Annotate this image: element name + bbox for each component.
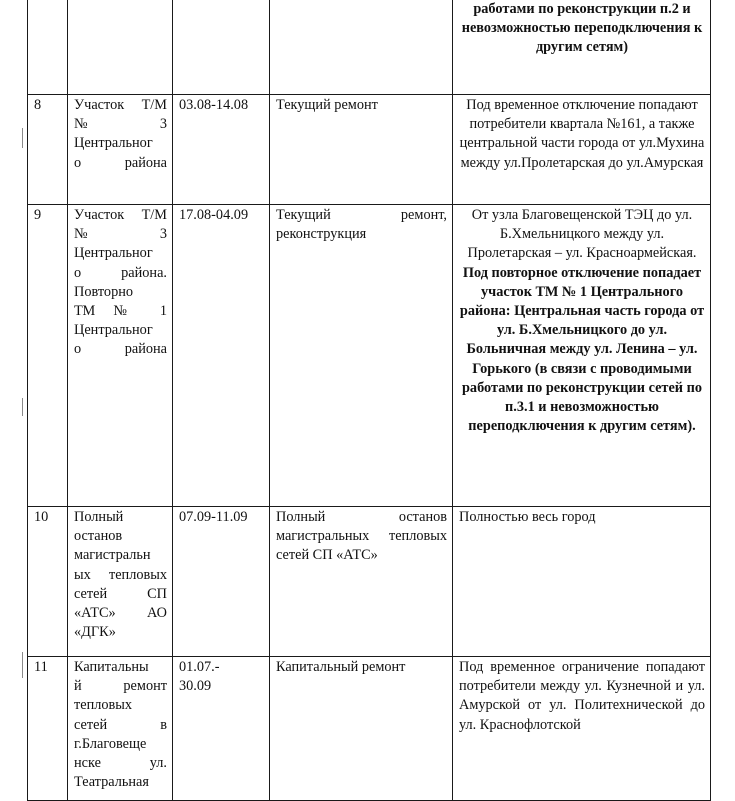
object-line: ТМ № 1 (74, 303, 167, 320)
bold-text-segment: Под повторное отключение попадает участок ТМ № 1 Центрального района: Центральная часть города от ул. Б.Хмельницкого до ул. Больничная между ул. Ленина – ул. Горького (в связи с проводимыми работами по реконструкции сетей по п.3.1 и невозможностью переподключения к другим сетям). (459, 264, 705, 435)
table-body (28, 0, 711, 801)
text-segment: Полностью весь город (459, 509, 596, 525)
table-row (28, 95, 711, 205)
table-row (28, 507, 711, 657)
object-cell (68, 95, 173, 205)
affected-area-text (459, 96, 705, 173)
work-type-cell: Текущий ремонт (270, 95, 453, 205)
object-cell (68, 205, 173, 507)
bold-text-segment: работами по реконструкции п.2 и невозможностью переподключения к другим сетям) (461, 1, 703, 56)
table-row (28, 205, 711, 507)
row-number-cell: 8 (28, 95, 68, 205)
object-line: Театральная (74, 774, 149, 791)
affected-area-text (459, 206, 705, 436)
table-row (28, 0, 711, 95)
object-line: Капитальны (74, 659, 149, 675)
object-line: сетей СП (74, 585, 167, 602)
text-segment: Под временное ограничение попадают потребители между ул. Кузнечной и ул. Амурской от ул. Политехнической до ул. Краснофлотской (459, 659, 705, 733)
object-line: г.Благовеще (74, 735, 147, 752)
object-line: № 3 (74, 226, 167, 243)
text-segment: Под временное отключение попадают потребители квартала №161, а также центральной части города от ул.Мухина между ул.Пролетарская до ул.Амурская (459, 97, 705, 171)
affected-area-cell (453, 95, 711, 205)
object-line: Центральног (74, 135, 153, 152)
repair-schedule-table (27, 0, 711, 801)
affected-area-text (459, 0, 705, 58)
left-margin-mark (22, 398, 23, 416)
row-number-cell: 9 (28, 205, 68, 507)
object-line: останов (74, 528, 123, 545)
dates-cell (173, 0, 270, 95)
row-number-cell: 10 (28, 507, 68, 657)
dates-cell: 17.08-04.09 (173, 205, 270, 507)
affected-area-cell (453, 507, 711, 657)
object-line: Центральног (74, 245, 153, 262)
row-number-cell (28, 0, 68, 95)
left-margin-mark (22, 652, 23, 678)
object-line: о района (74, 154, 167, 171)
affected-area-cell (453, 205, 711, 507)
work-type-cell: Текущий ремонт, реконструкция (270, 205, 453, 507)
work-type-cell (270, 0, 453, 95)
object-line: ых тепловых (74, 566, 167, 583)
object-line: Участок Т/М (74, 97, 167, 113)
object-cell (68, 0, 173, 95)
affected-area-cell (453, 0, 711, 95)
object-line: «АТС» АО (74, 605, 167, 622)
affected-area-cell (453, 657, 711, 801)
object-cell (68, 507, 173, 657)
object-line: о района (74, 341, 167, 358)
work-type-cell: Капитальный ремонт (270, 657, 453, 801)
object-line: тепловых (74, 697, 133, 714)
left-margin-mark (22, 128, 23, 148)
row-number-cell: 11 (28, 657, 68, 801)
dates-cell: 03.08-14.08 (173, 95, 270, 205)
object-line: Полный (74, 509, 124, 525)
object-line: й ремонт (74, 678, 167, 695)
work-type-cell: Полный останов магистральных тепловых сетей СП «АТС» (270, 507, 453, 657)
text-segment: От узла Благовещенской ТЭЦ до ул. Б.Хмельницкого между ул. Пролетарская – ул. Красноармейская. (467, 207, 697, 262)
object-line: сетей в (74, 716, 167, 733)
dates-cell: 01.07.- 30.09 (173, 657, 270, 801)
affected-area-text (459, 658, 705, 735)
object-line: «ДГК» (74, 624, 116, 641)
object-line: № 3 (74, 116, 167, 133)
object-line: магистральн (74, 547, 151, 564)
object-line: Повторно (74, 283, 134, 300)
object-line: нске ул. (74, 755, 167, 772)
object-cell (68, 657, 173, 801)
affected-area-text (459, 508, 705, 527)
object-line: о района. (74, 264, 167, 281)
object-line: Участок Т/М (74, 207, 167, 223)
dates-cell: 07.09-11.09 (173, 507, 270, 657)
object-line: Центральног (74, 322, 153, 339)
table-row (28, 657, 711, 801)
